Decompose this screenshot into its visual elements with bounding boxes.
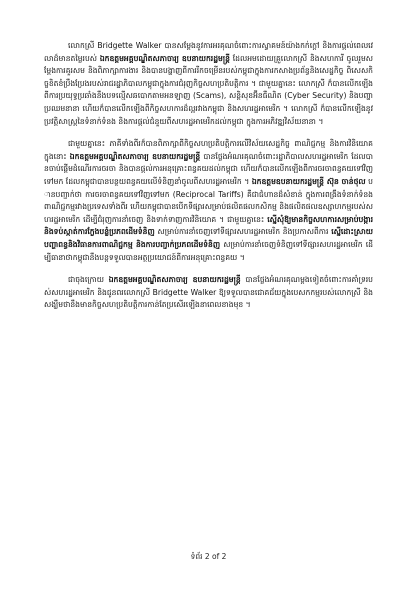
paragraph-3 [44,274,373,312]
page-number: ទំព័រ 2 of 2 [190,552,227,561]
p1-run-3: ដែលអមដោយគ្រួលោកស្រី និងសហការី ចូលរួមសម្តែងការគួរសម និងពិភាក្សាការងារ និងបានបង្ហាញពីការរីកចម្រើនរបស់កម្ពុជាក្នុងការកសាងប្រព័ន្ធនិងសេដ្ឋកិច្ច ពិសេសកិច្ចខិតខំប្រឹងប្រែងរបស់រាជរដ្ឋាភិបាលកម្ពុជាក្នុងការជំរុញកិច្ចសហប្រតិបត្តិការ ។ ជាមួយគ្នានេះ លោកស្រី ក៏បានលើកឡើងពីការប្រយុទ្ធប្រឆាំងនឹងបទល្មើសឆបោកតាមអនឡាញ (Scams), សន្តិសុខអ៊ីនធឺណិត (Cyber Security) និងបញ្ហាប្រឈមនានា ហើយក៏បានលើកឡើងពីកិច្ចសហការដ៏ល្អរវាងកម្ពុជា និងសហរដ្ឋអាមេរិក ។ លោកស្រី ក៏បានលើកឡើងនូវប្រវត្តិសាស្ត្រនៃទំនាក់ទំនង និងការផ្តល់ជំនួយពីសហរដ្ឋអាមេរិកដល់កម្ពុជា ក្នុងការអភិវឌ្ឍវិស័យនានា ។ [44,53,374,126]
p3-run-3: បានថ្លែងអំណរគុណម្តងទៀតចំពោះការគាំទ្ររបស់សហរដ្ឋអាមេរិក និងជូនពរលោកស្រី Bridgette Walker ឱ្យទទួលបានជោគជ័យក្នុងបេសកកម្មរបស់លោកស្រី និងសង្ឃឹមថានឹងមានកិច្ចសហប្រតិបត្តិការកាន់តែប្រសើរឡើងនាពេលខាងមុខ ។ [44,275,373,310]
p2-run-9: សម្រាប់ការនាំចេញទំនិញទៅទីផ្សារសហរដ្ឋអាមេរិក ដើម្បីធានាថាកម្ពុជានឹងបន្តទទួលបានអត្ថប្រយោជន៍ពីការអនុគ្រោះពន្ធគយ ។ [44,239,373,262]
p2-run-2-bold: ឯកឧត្តមអគ្គបណ្ឌិតសភាចារ្យ ឧបនាយករដ្ឋមន្ត្រី [69,151,201,161]
p2-run-6-bold: ស្នើសុំឱ្យមានកិច្ចសហការសម្រាប់បង្ការ និងទប់ស្កាត់ការក្លែងបន្លំប្រភពដើមទំនិញ [44,214,373,237]
p2-run-5: បានបញ្ជាក់ថា ការចរចាពន្ធគយទៅវិញទៅមក (Reciprocal Tariffs) គឺជាជំហានដ៏សំខាន់ ក្នុងការពង្រឹងទំនាក់ទំនងពាណិជ្ជកម្មរវាងប្រទេសទាំងពីរ ហើយកម្ពុជាបានបើកទីផ្សារសម្រាប់ផលិតផលកសិកម្ម និងផលិតផលឧស្សាហកម្មរបស់សហរដ្ឋអាមេរិក ដើម្បីជំរុញការនាំចេញ និងទាក់ទាញការវិនិយោគ ។ ជាមួយគ្នានេះ [44,176,374,224]
p3-run-2-bold: ឯកឧត្តមអគ្គបណ្ឌិតសភាចារ្យ ឧបនាយករដ្ឋមន្ត្រី [108,275,241,285]
p1-run-1: លោកស្រី Bridgette Walker បានសម្តែងនូវការអរគុណចំពោះការស្វាគមន៍យ៉ាងកក់ក្តៅ និងការផ្តល់ពេលវេលាដ៏មានតម្លៃរបស់ [44,41,373,63]
p2-run-3: បានថ្លែងអំណរគុណចំពោះរដ្ឋាភិបាលសហរដ្ឋអាមេរិក ដែលបានចាប់ផ្តើមដំណើរការចរចា និងបានផ្តល់ការអនុគ្រោះពន្ធគយដល់កម្ពុជា ហើយក៏បានលើកឡើងពីការចរចាពន្ធគយទៅវិញទៅមក ដែលកម្ពុជាបានបន្ថយពន្ធគយលើទំនិញនាំចូលពីសហរដ្ឋអាមេរិក ។ [44,151,373,186]
p2-run-7: សម្រាប់ការនាំចេញទៅទីផ្សារសហរដ្ឋអាមេរិក និងប្រកាសពីការ [154,227,332,237]
p2-run-8-bold: ស្នើដោះស្រាយបញ្ហាពន្ធនិងវិធានការពាណិជ្ជកម្ម និងការបញ្ជាក់ប្រភពដើមទំនិញ [44,227,373,249]
p2-run-4-bold: ឯកឧត្តមឧបនាយករដ្ឋមន្ត្រី ស៊ុន ចាន់ថុល [251,176,366,186]
paragraph-2 [44,138,373,264]
paragraph-1 [44,40,373,128]
p3-run-1: ជាចុងក្រោយ [68,275,109,285]
p1-run-2-bold: ឯកឧត្តមអគ្គបណ្ឌិតសភាចារ្យ ឧបនាយករដ្ឋមន្ត្រី [99,53,230,63]
p2-run-1: ជាមួយគ្នានេះ ភាគីទាំងពីរក៏បានពិភាក្សាពីកិច្ចសហប្រតិបត្តិការលើវិស័យសេដ្ឋកិច្ច ពាណិជ្ជកម្ម និងការវិនិយោគ ក្នុងនោះ [44,139,373,161]
